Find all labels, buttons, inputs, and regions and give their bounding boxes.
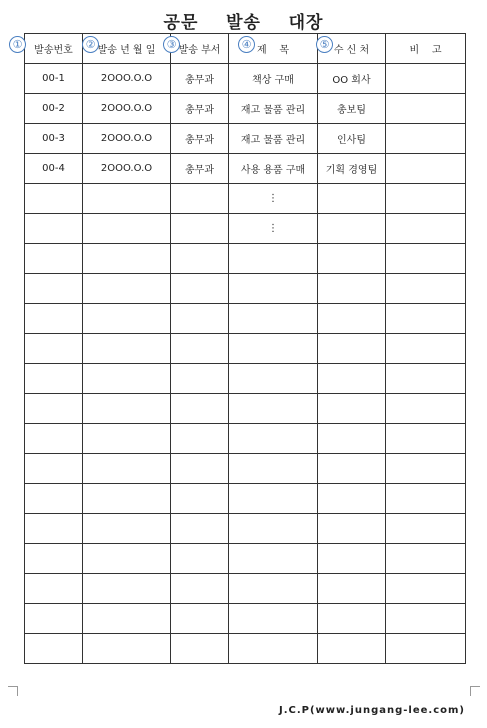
cell-recipient: [318, 454, 386, 484]
cell-department: [171, 544, 229, 574]
cell-dispatch-date: [83, 544, 171, 574]
cell-recipient: [318, 424, 386, 454]
cell-department: [171, 454, 229, 484]
cell-dispatch-date: [83, 484, 171, 514]
table-row: [25, 544, 466, 574]
cell-department: [171, 424, 229, 454]
col-header-remarks: 비 고: [386, 34, 466, 64]
cell-remarks: [386, 94, 466, 124]
cell-recipient: [318, 604, 386, 634]
cell-dispatch-number: [25, 574, 83, 604]
cell-department: 총무과: [171, 94, 229, 124]
cell-remarks: [386, 244, 466, 274]
cell-dispatch-date: [83, 514, 171, 544]
cell-remarks: [386, 454, 466, 484]
table-row: [25, 304, 466, 334]
cell-subject: [229, 574, 318, 604]
cell-dispatch-number: [25, 454, 83, 484]
cell-department: [171, 334, 229, 364]
cell-subject: [229, 454, 318, 484]
table-row: [25, 424, 466, 454]
cell-department: [171, 484, 229, 514]
cell-dispatch-date: [83, 424, 171, 454]
table-row: [25, 604, 466, 634]
cell-department: 총무과: [171, 124, 229, 154]
cell-remarks: [386, 184, 466, 214]
table-row: [25, 394, 466, 424]
cell-department: [171, 574, 229, 604]
cell-dispatch-date: 2OOO.O.O: [83, 154, 171, 184]
cell-subject: [229, 544, 318, 574]
cell-dispatch-date: [83, 214, 171, 244]
cell-dispatch-number: 00-3: [25, 124, 83, 154]
cell-recipient: [318, 394, 386, 424]
cell-dispatch-date: 2OOO.O.O: [83, 64, 171, 94]
table-row: [25, 94, 466, 124]
cell-subject: ⋮: [229, 214, 318, 244]
cell-dispatch-date: [83, 454, 171, 484]
crop-mark-left: [8, 686, 18, 696]
cell-dispatch-number: [25, 544, 83, 574]
table-row: [25, 514, 466, 544]
cell-remarks: [386, 364, 466, 394]
cell-department: [171, 244, 229, 274]
col-header-subject: 제 목: [229, 34, 318, 64]
cell-dispatch-number: [25, 484, 83, 514]
cell-recipient: OO 회사: [318, 64, 386, 94]
cell-department: [171, 634, 229, 664]
cell-dispatch-number: 00-2: [25, 94, 83, 124]
cell-department: [171, 364, 229, 394]
cell-remarks: [386, 274, 466, 304]
marker-4-icon: ④: [238, 36, 255, 53]
table-row: [25, 274, 466, 304]
cell-recipient: [318, 334, 386, 364]
cell-dispatch-number: [25, 334, 83, 364]
cell-subject: 사용 용품 구매: [229, 154, 318, 184]
cell-dispatch-number: [25, 304, 83, 334]
crop-mark-right: [470, 686, 480, 696]
cell-recipient: [318, 364, 386, 394]
cell-dispatch-date: [83, 394, 171, 424]
cell-department: [171, 514, 229, 544]
table-row: [25, 364, 466, 394]
cell-remarks: [386, 634, 466, 664]
table-row: [25, 124, 466, 154]
cell-dispatch-number: [25, 424, 83, 454]
table-row: [25, 454, 466, 484]
document-title: 공문 발송 대장: [163, 13, 324, 33]
cell-recipient: [318, 274, 386, 304]
cell-recipient: [318, 304, 386, 334]
cell-recipient: 총보팀: [318, 94, 386, 124]
cell-remarks: [386, 484, 466, 514]
table-row: [25, 244, 466, 274]
cell-dispatch-number: [25, 634, 83, 664]
cell-department: 총무과: [171, 154, 229, 184]
cell-department: [171, 184, 229, 214]
cell-remarks: [386, 334, 466, 364]
cell-subject: [229, 334, 318, 364]
cell-dispatch-number: [25, 394, 83, 424]
cell-subject: [229, 244, 318, 274]
cell-remarks: [386, 304, 466, 334]
cell-remarks: [386, 64, 466, 94]
cell-remarks: [386, 124, 466, 154]
cell-remarks: [386, 544, 466, 574]
cell-recipient: [318, 634, 386, 664]
table-row: [25, 154, 466, 184]
table-row: [25, 334, 466, 364]
cell-dispatch-date: [83, 574, 171, 604]
cell-dispatch-date: [83, 634, 171, 664]
cell-recipient: [318, 574, 386, 604]
cell-dispatch-number: [25, 244, 83, 274]
cell-dispatch-date: [83, 274, 171, 304]
cell-recipient: [318, 214, 386, 244]
cell-department: [171, 274, 229, 304]
cell-subject: 재고 물품 관리: [229, 94, 318, 124]
cell-dispatch-number: [25, 514, 83, 544]
col-header-dispatch-number: 발송번호: [25, 34, 83, 64]
cell-dispatch-date: [83, 364, 171, 394]
cell-remarks: [386, 394, 466, 424]
table-row: [25, 214, 466, 244]
cell-remarks: [386, 424, 466, 454]
cell-dispatch-date: 2OOO.O.O: [83, 124, 171, 154]
cell-recipient: [318, 244, 386, 274]
cell-subject: 책상 구매: [229, 64, 318, 94]
cell-subject: [229, 514, 318, 544]
cell-dispatch-date: [83, 244, 171, 274]
col-header-dispatch-date: 발송 년 월 일: [83, 34, 171, 64]
col-header-recipient: 수 신 처: [318, 34, 386, 64]
cell-remarks: [386, 514, 466, 544]
cell-dispatch-number: 00-1: [25, 64, 83, 94]
cell-dispatch-date: 2OOO.O.O: [83, 94, 171, 124]
cell-recipient: [318, 184, 386, 214]
cell-dispatch-number: [25, 214, 83, 244]
col-header-department: 발송 부서: [171, 34, 229, 64]
dispatch-ledger-table: [24, 33, 466, 664]
footer-credit: J.C.P(www.jungang-lee.com): [278, 705, 465, 716]
cell-dispatch-number: [25, 184, 83, 214]
marker-5-icon: ⑤: [316, 36, 333, 53]
cell-dispatch-date: [83, 604, 171, 634]
cell-dispatch-number: [25, 604, 83, 634]
cell-subject: [229, 274, 318, 304]
marker-1-icon: ①: [9, 36, 26, 53]
table-row: [25, 484, 466, 514]
cell-subject: [229, 364, 318, 394]
cell-recipient: 인사팀: [318, 124, 386, 154]
cell-subject: [229, 484, 318, 514]
cell-dispatch-date: [83, 304, 171, 334]
cell-department: [171, 214, 229, 244]
cell-recipient: [318, 544, 386, 574]
cell-remarks: [386, 574, 466, 604]
cell-recipient: 기획 경영팀: [318, 154, 386, 184]
cell-dispatch-date: [83, 334, 171, 364]
table-row: [25, 64, 466, 94]
cell-subject: [229, 424, 318, 454]
cell-dispatch-number: [25, 274, 83, 304]
cell-dispatch-number: [25, 364, 83, 394]
cell-recipient: [318, 514, 386, 544]
cell-recipient: [318, 484, 386, 514]
cell-remarks: [386, 154, 466, 184]
table-row: [25, 574, 466, 604]
cell-dispatch-number: 00-4: [25, 154, 83, 184]
cell-subject: 재고 물품 관리: [229, 124, 318, 154]
table-row: [25, 634, 466, 664]
cell-subject: [229, 304, 318, 334]
table-row: [25, 184, 466, 214]
ledger-body: [25, 64, 466, 664]
cell-department: [171, 604, 229, 634]
cell-department: [171, 394, 229, 424]
cell-department: 총무과: [171, 64, 229, 94]
marker-2-icon: ②: [82, 36, 99, 53]
cell-dispatch-date: [83, 184, 171, 214]
cell-remarks: [386, 214, 466, 244]
marker-3-icon: ③: [163, 36, 180, 53]
cell-subject: [229, 604, 318, 634]
cell-subject: [229, 634, 318, 664]
cell-subject: ⋮: [229, 184, 318, 214]
cell-department: [171, 304, 229, 334]
cell-subject: [229, 394, 318, 424]
cell-remarks: [386, 604, 466, 634]
